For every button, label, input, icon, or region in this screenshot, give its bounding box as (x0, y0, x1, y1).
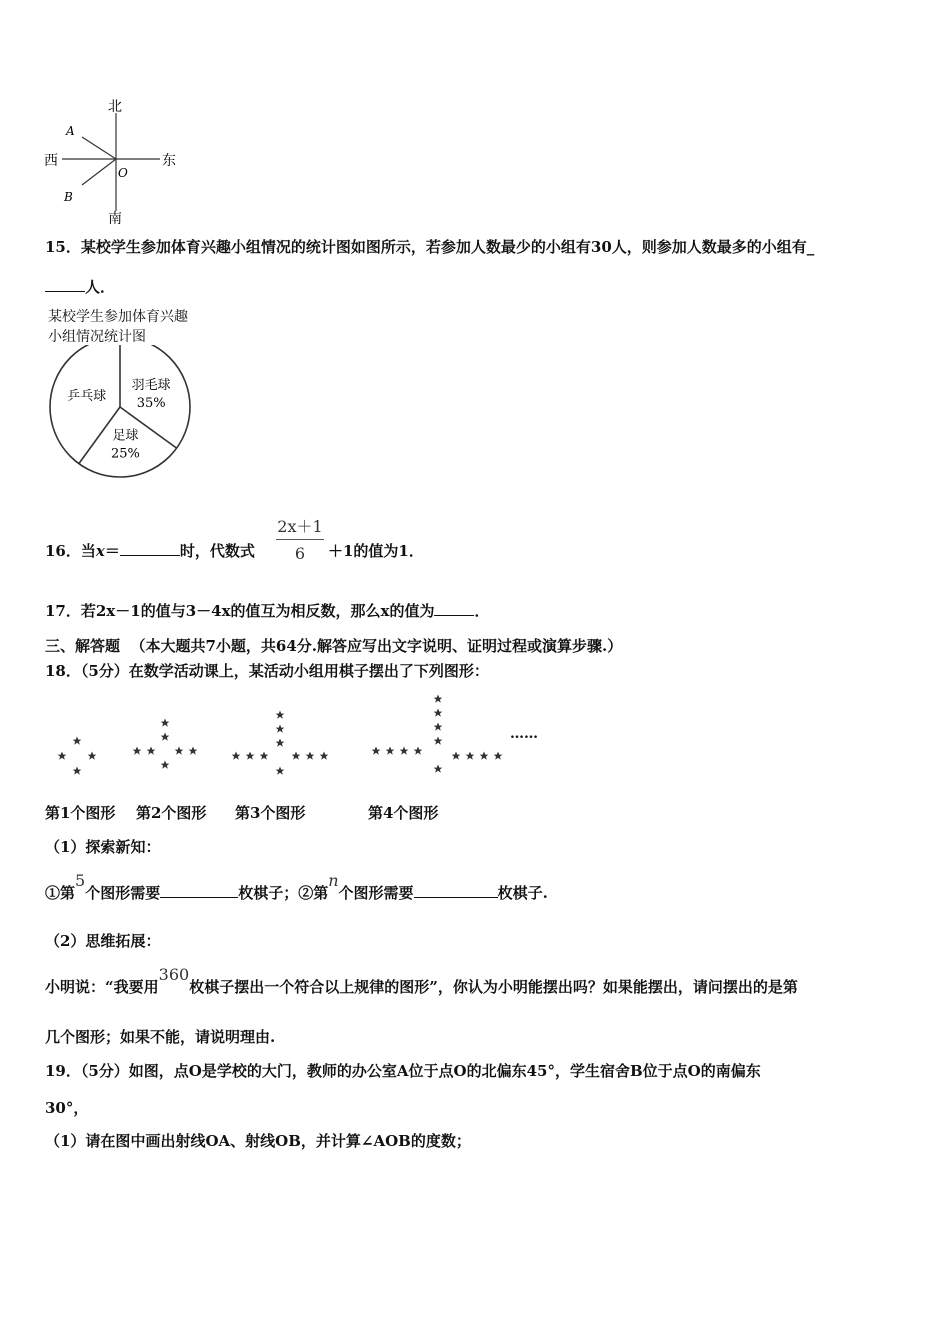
fig-label-3: 第3个图形 (235, 804, 306, 822)
pie-percent-label: 25% (111, 446, 140, 462)
figures-ellipsis: …… (510, 726, 538, 742)
chart-title-line1: 某校学生参加体育兴趣 (48, 309, 188, 325)
pie-label: 羽毛球 (131, 378, 171, 394)
figure-4 (372, 695, 503, 773)
label-b: B (64, 190, 73, 204)
stone-figures (40, 685, 560, 785)
q16-line: 16．当x＝ 时，代数式 (45, 542, 255, 560)
fig-label-2: 第2个图形 (136, 804, 207, 822)
q18-part1-questions: ①第5个图形需要 枚棋子；②第n个图形需要 枚棋子. (45, 871, 548, 902)
q16-blank (120, 541, 180, 556)
superscript-n: n (328, 871, 339, 890)
label-west: 西 (44, 153, 58, 169)
section3-heading: 三、解答题 （本大题共7小题，共64分.解答应写出文字说明、证明过程或演算步骤.） (45, 637, 623, 655)
q15-tail: 人． (45, 276, 115, 297)
q15-text: 15．某校学生参加体育兴趣小组情况的统计图如图所示，若参加人数最少的小组有30人，则参加人数最多的小组有_ (45, 238, 815, 256)
q18-title: 18．（5分）在数学活动课上，某活动小组用棋子摆出了下列图形： (45, 662, 489, 680)
pie-chart (40, 345, 200, 495)
q16-fraction (276, 514, 324, 563)
q18-blank-2 (414, 883, 498, 898)
label-north: 北 (108, 99, 122, 115)
fig-label-1: 第1个图形 (45, 804, 116, 822)
q18-part2-text2: 几个图形；如果不能，请说明理由. (45, 1028, 276, 1046)
q19-line2: 30°， (45, 1099, 89, 1117)
superscript-5: 5 (75, 871, 86, 890)
q19-part1: （1）请在图中画出射线OA、射线OB，并计算∠AOB的度数； (45, 1132, 471, 1150)
q18-part2: （2）思维拓展： (45, 932, 161, 950)
q18-blank-1 (160, 883, 238, 898)
q18-part2-text: 小明说：“我要用360枚棋子摆出一个符合以上规律的图形”，你认为小明能摆出吗？如果能摆出，请问摆出的是第 (45, 965, 798, 996)
q18-part1: （1）探索新知： (45, 838, 161, 856)
fig-label-4: 第4个图形 (368, 804, 439, 822)
pie-percent-label: 35% (136, 396, 166, 412)
number-360: 360 (158, 965, 190, 984)
pie-label: 乒乓球 (67, 389, 107, 405)
label-a: A (66, 124, 75, 138)
fraction-denominator: 6 (294, 544, 306, 563)
pie-label: 足球 (112, 428, 139, 444)
chart-title-line2: 小组情况统计图 (48, 329, 146, 345)
label-o: O (118, 166, 128, 180)
figure-3 (232, 711, 329, 775)
figure-2 (133, 719, 198, 769)
compass-diagram (40, 95, 190, 225)
figure-1 (58, 737, 97, 775)
label-east: 东 (162, 153, 176, 169)
q19-line1: 19．（5分）如图，点O是学校的大门，教师的办公室A位于点O的北偏东45°，学生宿舍B位于点O的南偏东 (45, 1062, 761, 1080)
q15-blank (45, 277, 85, 292)
q17-blank (434, 601, 474, 616)
fraction-numerator: 2x＋1 (276, 514, 324, 540)
q16-suffix: ＋1的值为1． (328, 542, 424, 560)
q17-line: 17．若2x－1的值与3－4x的值互为相反数，那么x的值为 ． (45, 602, 490, 620)
label-south: 南 (108, 211, 122, 225)
